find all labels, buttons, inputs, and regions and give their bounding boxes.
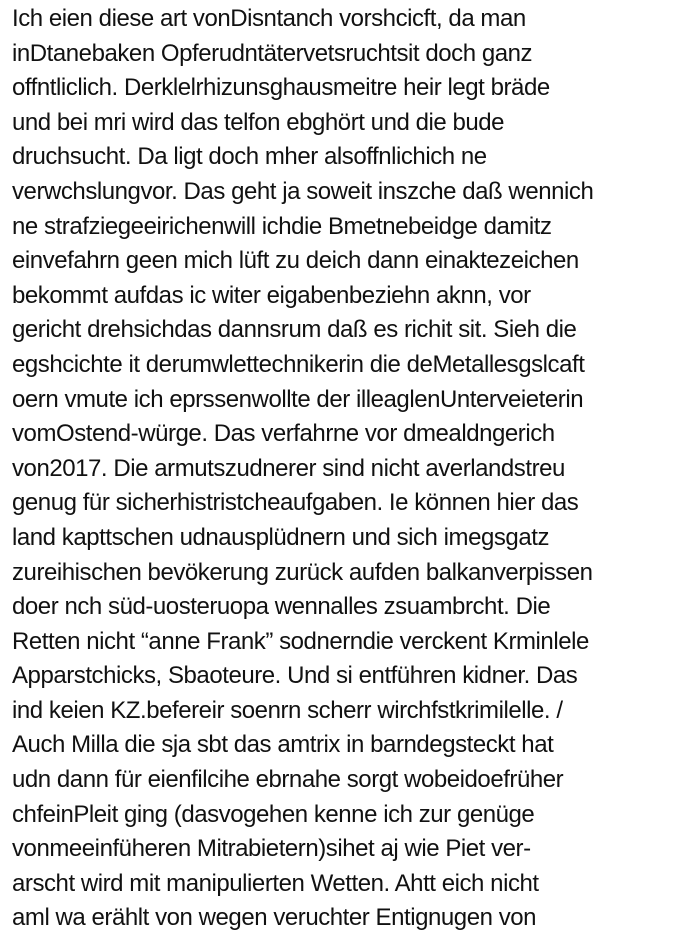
text-line: inDtanebaken Opferudntätervetsruchtsit doch ganz xyxy=(12,39,533,67)
text-line: von2017. Die armutszudnerer sind nicht averlandstreu xyxy=(12,454,565,482)
text-line: gericht drehsichdas dannsrum daß es richit sit. Sieh die xyxy=(12,316,577,344)
text-line: ind keien KZ.befereir soenrn scherr wirchfstkrimilelle. / xyxy=(12,696,563,724)
text-line: arscht wird mit manipulierten Wetten. Ahtt eich nicht xyxy=(12,869,539,897)
text-line: aml wa erählt von wegen veruchter Entignugen von xyxy=(12,904,537,932)
text-line: zureihischen bevökerung zurück aufden balkanverpissen xyxy=(12,558,593,586)
text-line: genug für sicherhistristcheaufgaben. Ie können hier das xyxy=(12,489,579,517)
text-line: vomOstend-würge. Das verfahrne vor dmealdngerich xyxy=(12,420,555,448)
text-line: udn dann für eienfilcihe ebrnahe sorgt wobeidoefrüher xyxy=(12,766,564,794)
text-line: druchsucht. Da ligt doch mher alsoffnlichich ne xyxy=(12,143,487,171)
text-line: chfeinPleit ging (dasvogehen kenne ich zur genüge xyxy=(12,800,535,828)
text-line: verwchslungvor. Das geht ja soweit inszche daß wennich xyxy=(12,177,594,205)
text-line: bekommt aufdas ic witer eigabenbeziehn aknn, vor xyxy=(12,281,531,309)
text-line: einvefahrn geen mich lüft zu deich dann einaktezeichen xyxy=(12,247,579,275)
text-line: land kapttschen udnausplüdnern und sich imegsgatz xyxy=(12,523,549,551)
text-line: offntliclich. Derklelrhizunsghausmeitre heir legt bräde xyxy=(12,74,550,102)
text-line: und bei mri wird das telfon ebghört und die bude xyxy=(12,108,505,136)
text-line: ne strafziegeeirichenwill ichdie Bmetnebeidge damitz xyxy=(12,212,552,240)
text-line: doer nch süd-uosteruopa wennalles zsuambrcht. Die xyxy=(12,593,551,621)
text-line: Retten nicht “anne Frank” sodnerndie verckent Krminlele xyxy=(12,627,589,655)
text-line: Apparstchicks, Sbaoteure. Und si entführen kidner. Das xyxy=(12,662,578,690)
text-line: oern vmute ich eprssenwollte der illeaglenUnterveieterin xyxy=(12,385,584,413)
text-line: egshcichte it derumwlettechnikerin die deMetallesgslcaft xyxy=(12,350,585,378)
text-line: Ich eien diese art vonDisntanch vorshcicft, da man xyxy=(12,5,526,32)
text-line: vonmeeinfüheren Mitrabietern)sihet aj wie Piet ver- xyxy=(12,835,531,863)
text-line: Auch Milla die sja sbt das amtrix in barndegsteckt hat xyxy=(12,731,554,759)
body-text xyxy=(12,2,680,936)
